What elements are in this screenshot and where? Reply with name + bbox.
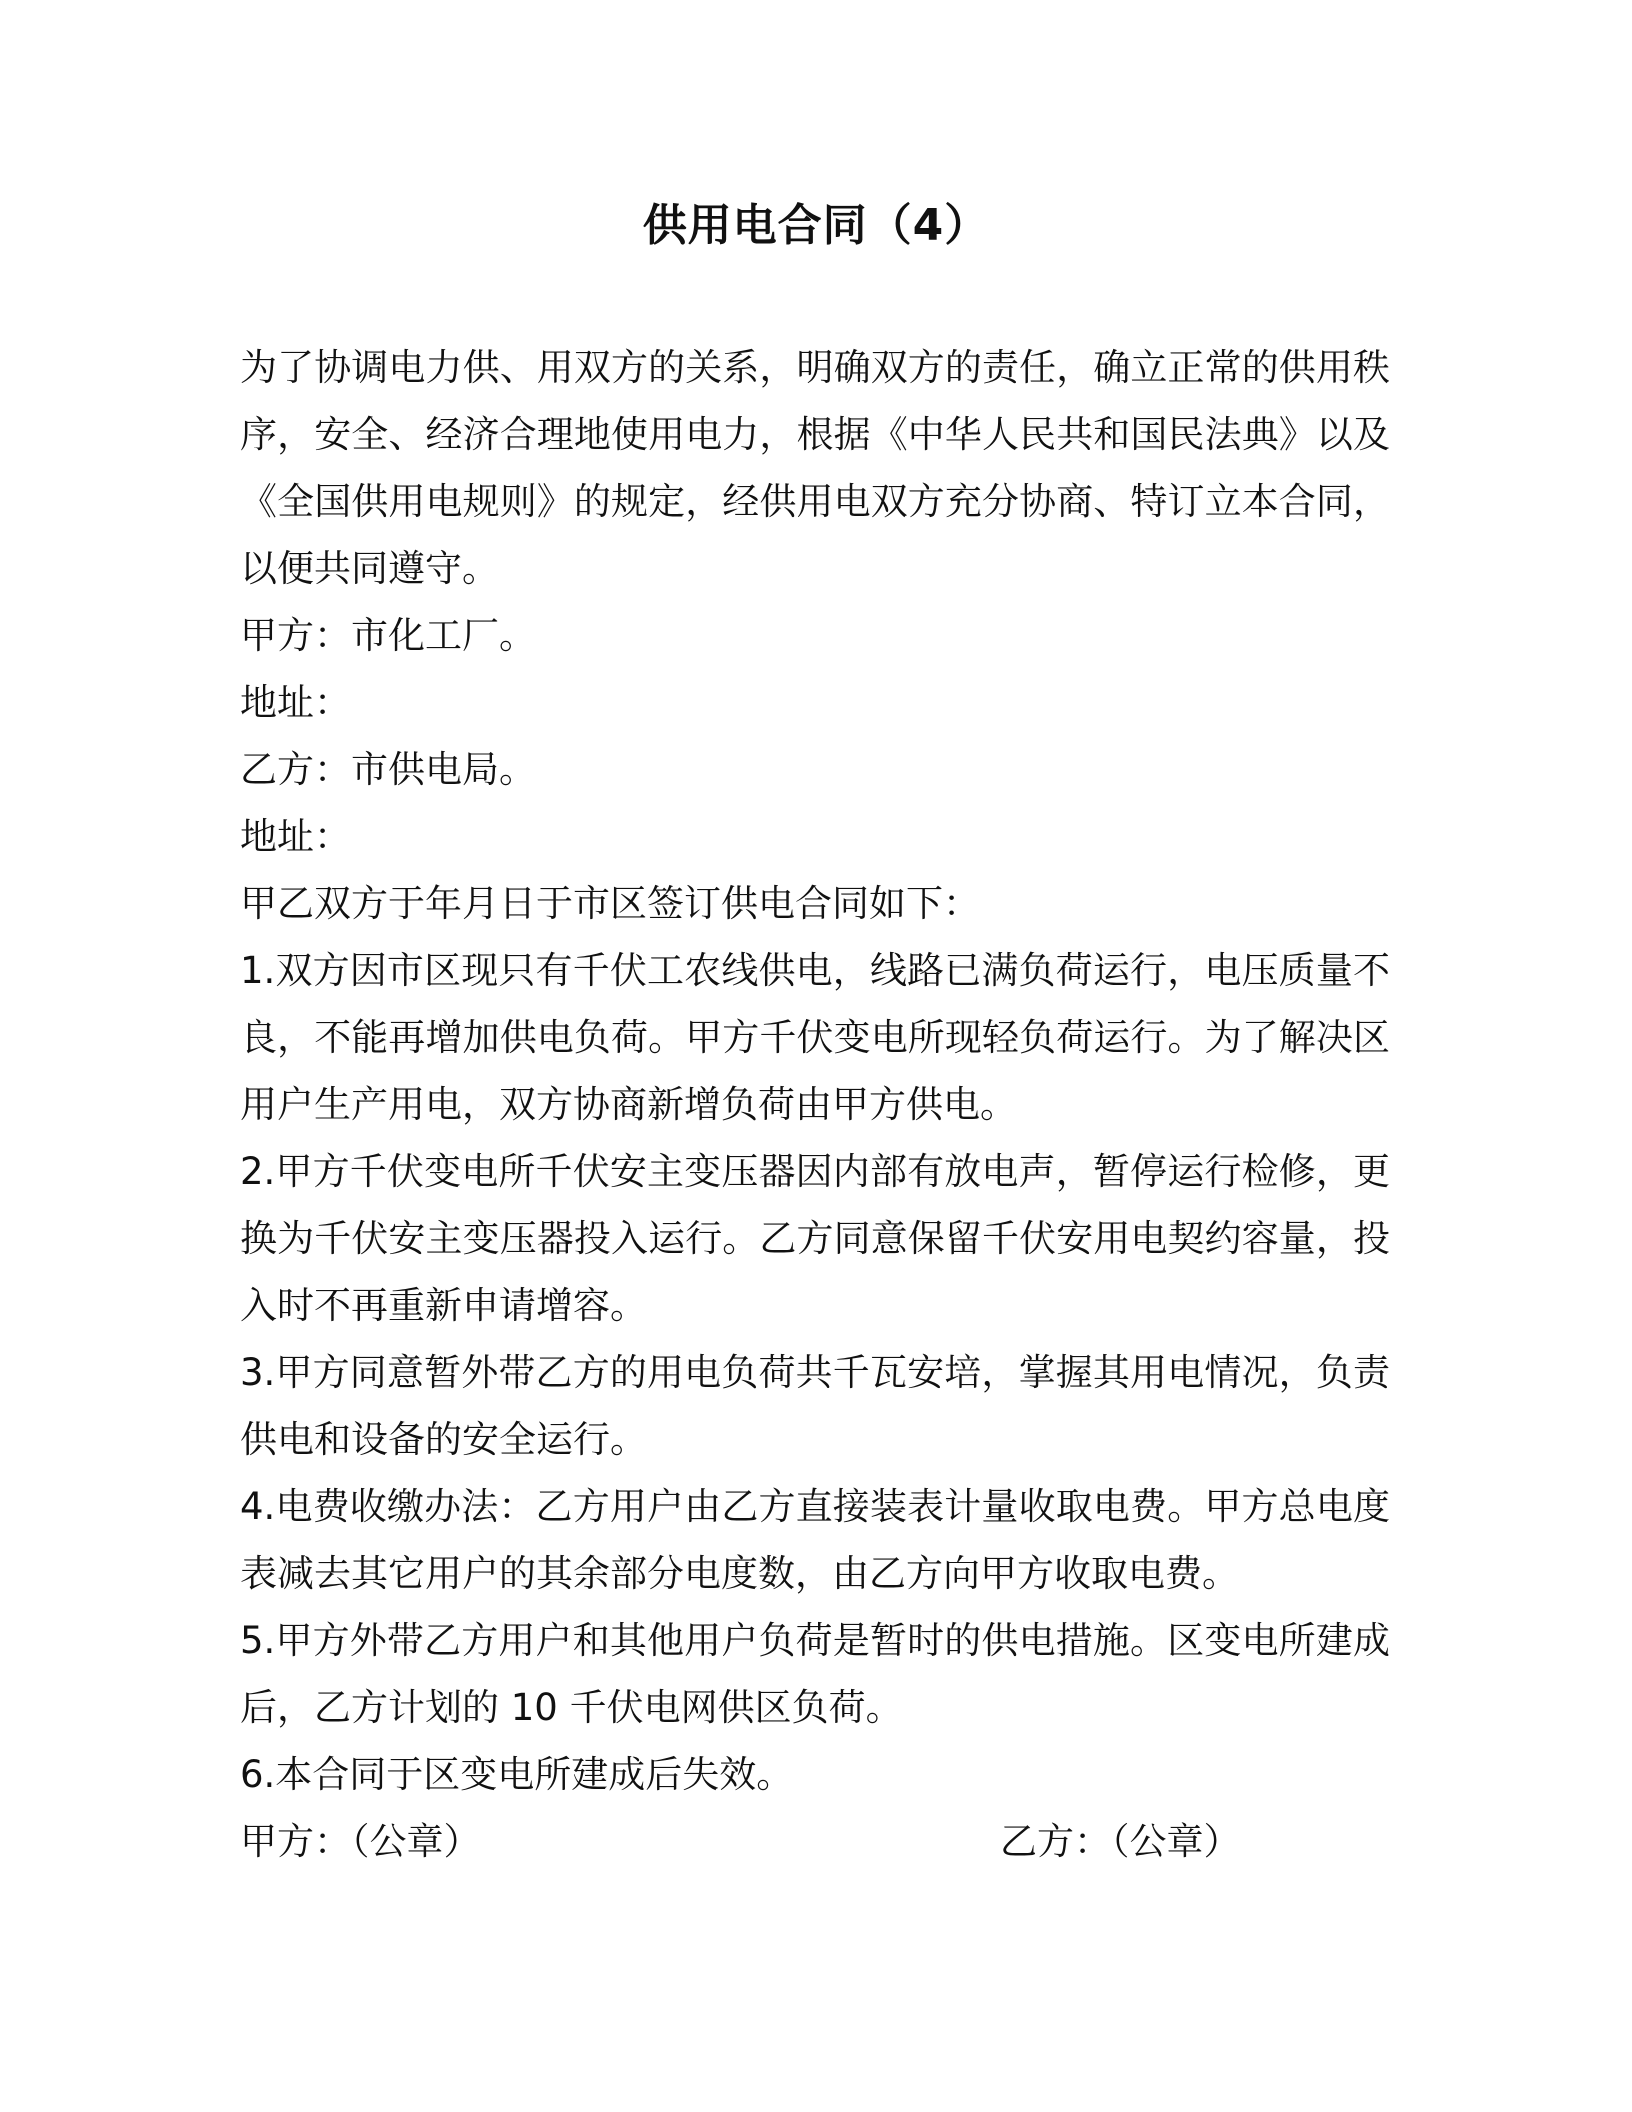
document-title: 供用电合同（4）: [642, 200, 990, 251]
party-a-seal: 甲方：（公章）: [240, 1820, 481, 1863]
clause-4: 4.电费收缴办法：乙方用户由乙方直接装表计量收取电费。甲方总电度表减去其它用户的其余部分电度数，由乙方向甲方收取电费。: [240, 1485, 1390, 1595]
party-b-seal: 乙方：（公章）: [1000, 1820, 1241, 1863]
clause-2: 2.甲方千伏变电所千伏安主变压器因内部有放电声，暂停运行检修，更换为千伏安主变压器投入运行。乙方同意保留千伏安用电契约容量，投入时不再重新申请增容。: [240, 1150, 1390, 1327]
party-a-address-line: 地址：: [240, 681, 351, 724]
clause-1: 1.双方因市区现只有千伏工农线供电，线路已满负荷运行，电压质量不良，不能再增加供电负荷。甲方千伏变电所现轻负荷运行。为了解决区用户生产用电，双方协商新增负荷由甲方供电。: [240, 949, 1390, 1126]
document-body: [240, 334, 1390, 1808]
party-b-line: 乙方：市供电局。: [240, 748, 536, 791]
intro-paragraph: 为了协调电力供、用双方的关系，明确双方的责任，确立正常的供用秩序，安全、经济合理地使用电力，根据《中华人民共和国民法典》以及《全国供用电规则》的规定，经供用电双方充分协商、特订立本合同，以便共同遵守。: [240, 346, 1390, 590]
clause-3: 3.甲方同意暂外带乙方的用电负荷共千瓦安培，掌握其用电情况，负责供电和设备的安全运行。: [240, 1351, 1390, 1461]
party-a-line: 甲方：市化工厂。: [240, 614, 536, 657]
party-b-address-line: 地址：: [240, 815, 351, 858]
agreement-intro-line: 甲乙双方于年月日于市区签订供电合同如下：: [240, 882, 980, 925]
clause-5: 5.甲方外带乙方用户和其他用户负荷是暂时的供电措施。区变电所建成后，乙方计划的 10 千伏电网供区负荷。: [240, 1619, 1390, 1729]
clause-6: 6.本合同于区变电所建成后失效。: [240, 1753, 794, 1796]
signature-row: [240, 1808, 1390, 1875]
